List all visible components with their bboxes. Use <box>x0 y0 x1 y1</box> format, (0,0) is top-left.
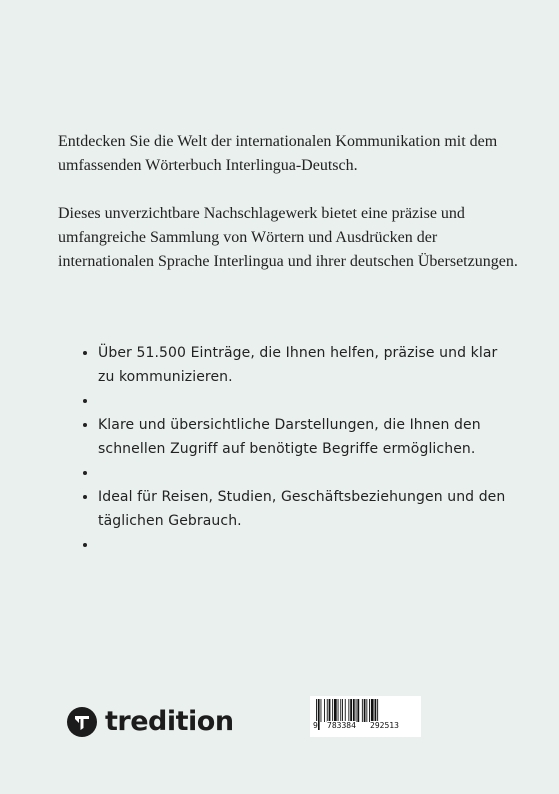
tredition-logo-icon <box>67 707 97 737</box>
feature-item-empty <box>98 461 518 485</box>
barcode-first-digit: 9 <box>313 721 318 730</box>
barcode-bar <box>318 699 320 730</box>
barcode-bar <box>362 699 363 722</box>
barcode-bar <box>340 699 341 722</box>
barcode-bar <box>338 699 339 722</box>
intro-paragraph-1: Entdecken Sie die Welt der internationalen Kommunikation mit dem umfassenden Wörterbuch Interlingua-Deutsch. <box>58 133 498 174</box>
barcode-bar <box>342 699 343 722</box>
barcode-bar <box>345 699 346 722</box>
barcode-bar <box>356 699 357 722</box>
feature-item: • Über 51.500 Einträge, die Ihnen helfen, präzise und klar zu kommunizieren. <box>98 341 518 389</box>
barcode-bar <box>334 699 337 722</box>
barcode-bar <box>321 699 322 722</box>
description-text <box>58 130 518 298</box>
feature-item: • Ideal für Reisen, Studien, Geschäftsbeziehungen und den täglichen Gebrauch. <box>98 485 518 533</box>
intro-paragraph-2: Dieses unverzichtbare Nachschlagewerk bietet eine präzise und umfangreiche Sammlung von Wörtern und Ausdrücken der internationalen Sprache Interlingua und ihrer deutschen Übersetzungen. <box>58 205 518 270</box>
feature-item-empty <box>98 533 518 557</box>
barcode-right-digits: 292513 <box>370 721 399 730</box>
feature-item: • Klare und übersichtliche Darstellungen, die Ihnen den schnellen Zugriff auf benötigte Begriffe ermöglichen. <box>98 413 518 461</box>
barcode-bar <box>324 699 325 722</box>
barcode-bar <box>375 699 377 722</box>
feature-item-empty <box>98 389 518 413</box>
barcode-bar <box>357 699 359 722</box>
barcode-bar <box>364 699 366 722</box>
barcode-left-digits: 783384 <box>327 721 356 730</box>
barcode-bar <box>371 699 374 722</box>
publisher-name: tredition <box>105 706 234 737</box>
publisher-logo <box>67 706 234 737</box>
barcode-bar <box>350 699 352 722</box>
barcode-bar <box>353 699 355 722</box>
isbn-barcode <box>310 696 421 737</box>
barcode-bar <box>327 699 328 722</box>
barcode-bar <box>366 699 367 722</box>
barcode-bar <box>332 699 333 722</box>
barcode-bar <box>369 699 370 722</box>
barcode-bar <box>329 699 331 722</box>
feature-list <box>76 341 518 557</box>
